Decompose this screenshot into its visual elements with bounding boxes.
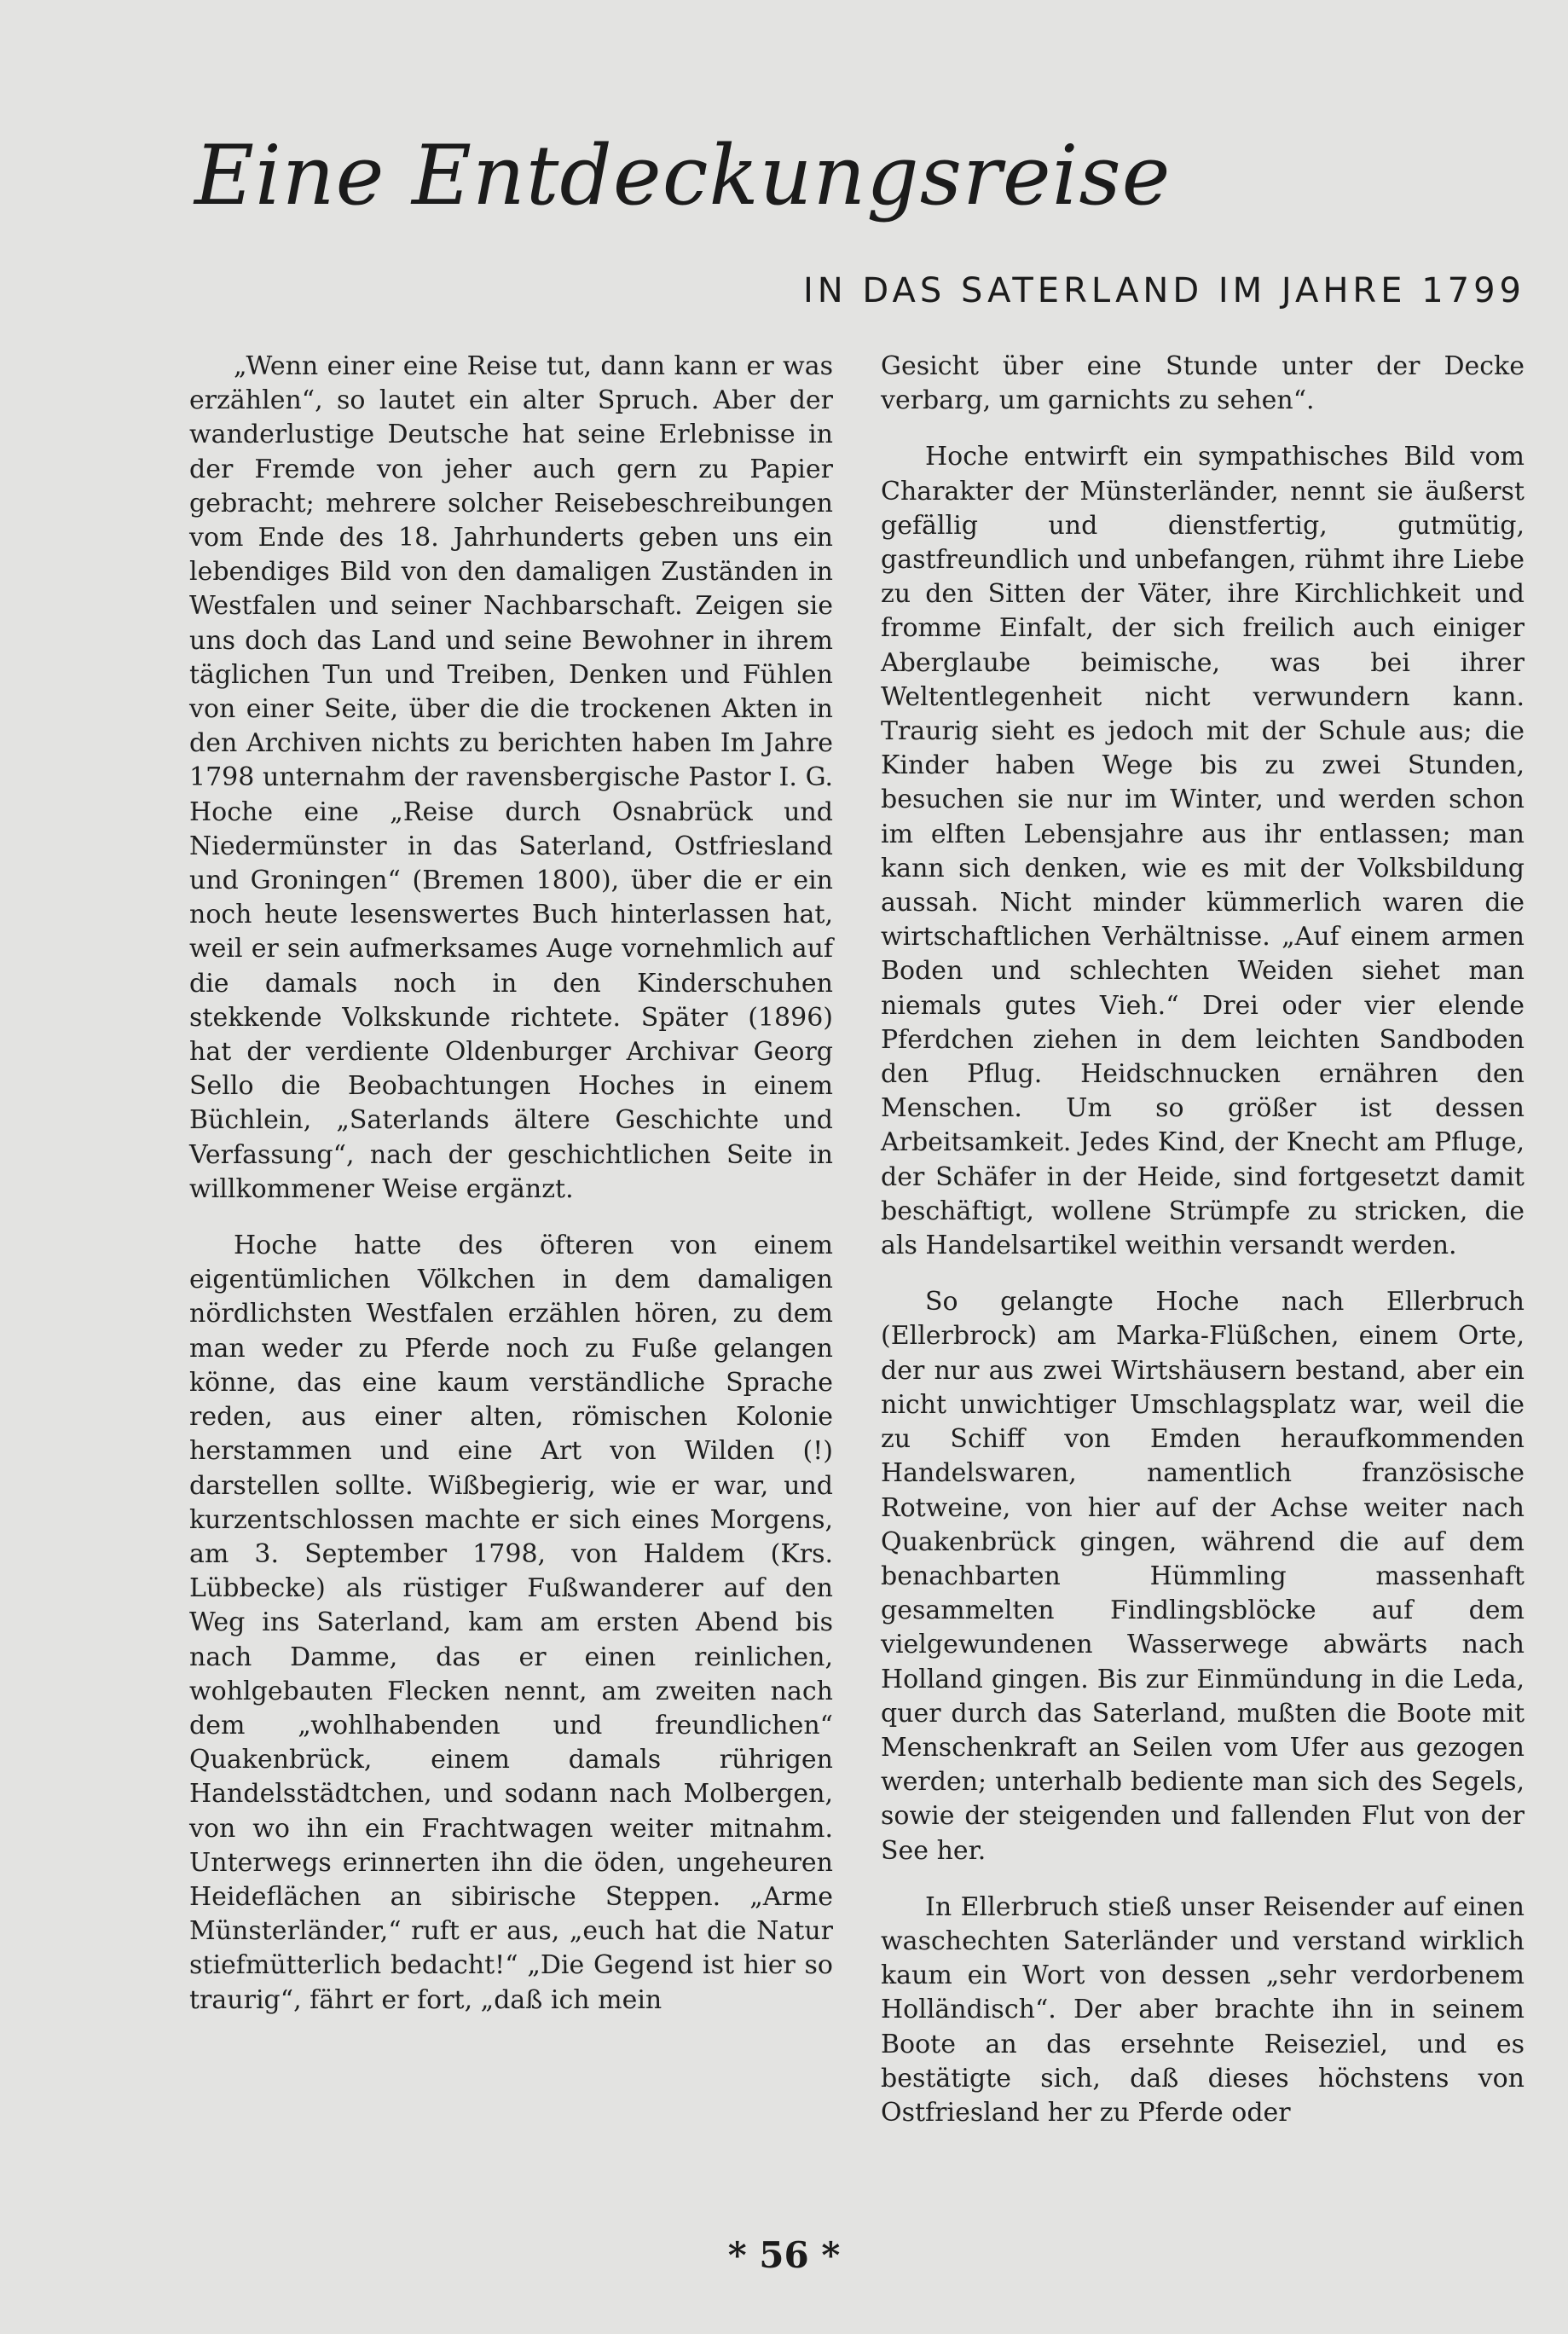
paragraph: Hoche entwirft ein sympathisches Bild vom Charakter der Münsterländer, nennt sie äußerst gefällig und dienstfertig, gutmütig, gastfreundlich und unbefangen, rühmt ihre Liebe zu den Sitten der Väter, ihre Kirchlichkeit und fromme Einfalt, der sich freilich auch einiger Aberglaube beimische, was bei ihrer Weltentlegenheit nicht verwundern kann. Traurig sieht es jedoch mit der Schule aus; die Kinder haben Wege bis zu zwei Stunden, besuchen sie nur im Winter, und werden schon im elften Lebensjahre aus ihr entlassen; man kann sich denken, wie es mit der Volksbildung aussah. Nicht minder kümmerlich waren die wirtschaftlichen Verhältnisse. „Auf einem armen Boden und schlechten Weiden siehet man niemals gutes Vieh.“ Drei oder vier elende Pferdchen ziehen in dem leichten Sandboden den Pflug. Heidschnucken ernähren den Menschen. Um so größer ist dessen Arbeitsamkeit. Jedes Kind, der Knecht am Pfluge, der Schäfer in der Heide, sind fortgesetzt damit beschäftigt, wollene Strümpfe zu stricken, die als Handelsartikel weithin versandt werden.: [881, 442, 1525, 1261]
article-title: Eine Entdeckungsreise: [194, 128, 1172, 223]
paragraph: Hoche hatte des öfteren von einem eigentümlichen Völkchen in dem damaligen nördlichsten Westfalen erzählen hören, zu dem man weder zu Pferde noch zu Fuße gelangen könne, das eine kaum verständliche Sprache reden, aus einer alten, römischen Kolonie herstammen und eine Art von Wilden (!) darstellen sollte. Wißbegierig, wie er war, und kurzentschlossen machte er sich eines Morgens, am 3. September 1798, von Haldem (Krs. Lübbecke) als rüstiger Fußwanderer auf den Weg ins Saterland, kam am ersten Abend bis nach Damme, das er einen reinlichen, wohlgebauten Flecken nennt, am zweiten nach dem „wohlhabenden und freundlichen“ Quakenbrück, einem damals rührigen Handelsstädtchen, und sodann nach Molbergen, von wo ihn ein Frachtwagen weiter mitnahm. Unterwegs erinnerten ihn die öden, ungeheuren Heideflächen an sibirische Steppen. „Arme Münsterländer,“ ruft er aus, „euch hat die Natur stiefmütterlich bedacht!“ „Die Gegend ist hier so traurig“, fährt er fort, „daß ich mein: [189, 1231, 833, 2015]
paragraph: In Ellerbruch stieß unser Reisender auf einen waschechten Saterländer und verstand wirklich kaum ein Wort von dessen „sehr verdorbenem Holländisch“. Der aber brachte ihn in seinem Boote an das ersehnte Reiseziel, und es bestätigte sich, daß dieses höchstens von Ostfriesland her zu Pferde oder: [881, 1891, 1525, 2128]
article-subtitle: IN DAS SATERLAND IM JAHRE 1799: [802, 271, 1525, 310]
paragraph-continued: Gesicht über eine Stunde unter der Decke verbarg, um garnichts zu sehen“.: [881, 351, 1525, 416]
paragraph: So gelangte Hoche nach Ellerbruch (Ellerbrock) am Marka-Flüßchen, einem Orte, der nur aus zwei Wirtshäusern bestand, aber ein nicht unwichtiger Umschlagsplatz war, weil die zu Schiff von Emden heraufkommenden Handelswaren, namentlich französische Rotweine, von hier auf der Achse weiter nach Quakenbrück gingen, während die auf dem benachbarten Hümmling massenhaft gesammelten Findlingsblöcke auf dem vielgewundenen Wasserwege abwärts nach Holland gingen. Bis zur Einmündung in die Leda, quer durch das Saterland, mußten die Boote mit Menschenkraft an Seilen vom Ufer aus gezogen werden; unterhalb bediente man sich des Segels, sowie der steigenden und fallenden Flut von der See her.: [881, 1287, 1525, 1866]
left-column: [189, 350, 833, 2040]
right-column: [881, 350, 1525, 2152]
page-number: * 56 *: [727, 2234, 841, 2276]
paragraph: „Wenn einer eine Reise tut, dann kann er was erzählen“, so lautet ein alter Spruch. Aber der wanderlustige Deutsche hat seine Erlebnisse in der Fremde von jeher auch gern zu Papier gebracht; mehrere solcher Reisebeschreibungen vom Ende des 18. Jahrhunderts geben uns ein lebendiges Bild von den damaligen Zuständen in Westfalen und seiner Nachbarschaft. Zeigen sie uns doch das Land und seine Bewohner in ihrem täglichen Tun und Treiben, Denken und Fühlen von einer Seite, über die die trockenen Akten in den Archiven nichts zu berichten haben Im Jahre 1798 unternahm der ravensbergische Pastor I. G. Hoche eine „Reise durch Osnabrück und Niedermünster in das Saterland, Ostfriesland und Groningen“ (Bremen 1800), über die er ein noch heute lesenswertes Buch hinterlassen hat, weil er sein aufmerksames Auge vornehmlich auf die damals noch in den Kinderschuhen stekkende Volkskunde richtete. Später (1896) hat der verdiente Oldenburger Archivar Georg Sello die Beobachtungen Hoches in einem Büchlein, „Saterlands ältere Geschichte und Verfassung“, nach der geschichtlichen Seite in willkommener Weise ergänzt.: [189, 351, 833, 1204]
